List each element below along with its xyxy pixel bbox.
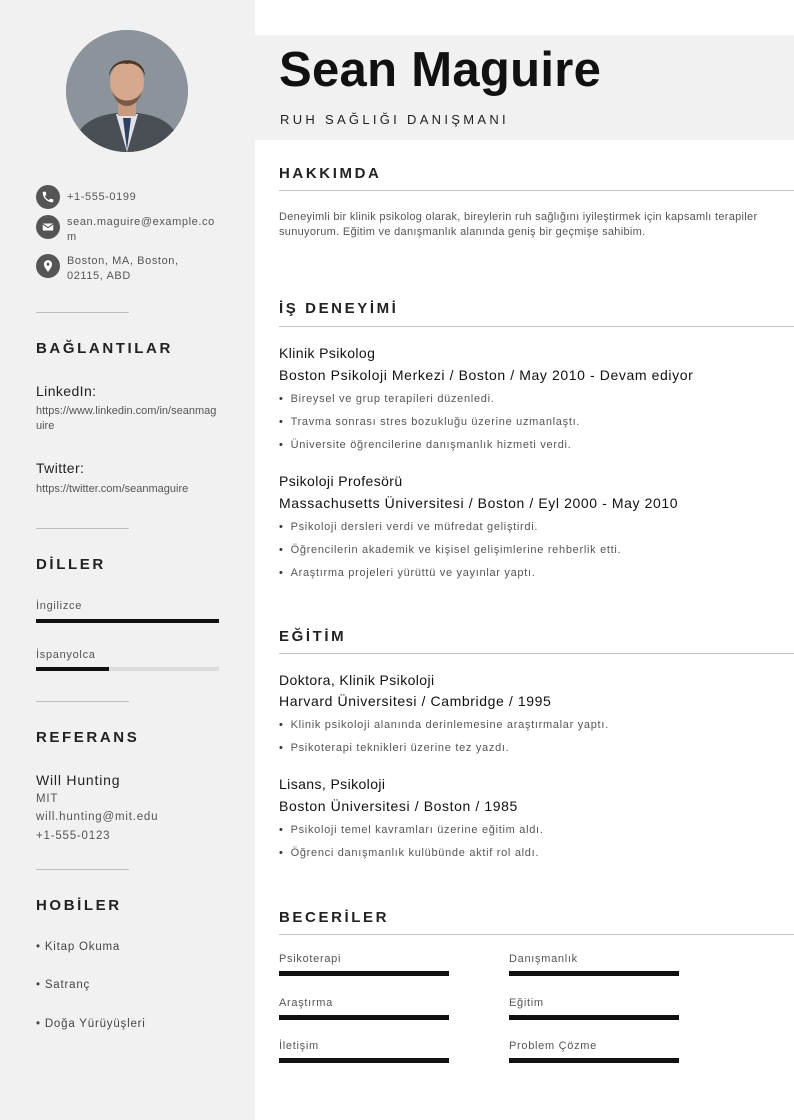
skill-level-fill	[279, 1058, 449, 1063]
sidebar-divider	[36, 312, 129, 313]
twitter-link[interactable]: https://twitter.com/seanmaguire	[36, 483, 189, 495]
links-heading: BAĞLANTILAR	[36, 340, 173, 357]
job-subtitle: Massachusetts Üniversitesi / Boston / Eyl 2000 - May 2010	[279, 495, 679, 511]
location-pin-icon	[36, 254, 60, 278]
profile-role: RUH SAĞLIĞI DANIŞMANI	[280, 112, 509, 127]
skill-level-bar	[279, 1058, 449, 1063]
avatar	[66, 30, 188, 152]
job-bullet: • Psikoloji dersleri verdi ve müfredat geliştirdi.	[279, 521, 538, 533]
job-subtitle: Boston Psikoloji Merkezi / Boston / May 2010 - Devam ediyor	[279, 367, 694, 383]
contact-phone	[36, 185, 217, 209]
phone-icon	[36, 185, 60, 209]
language-name: İspanyolca	[36, 649, 96, 661]
section-rule	[279, 653, 794, 654]
reference-name: Will Hunting	[36, 772, 121, 788]
hobby-label: Satranç	[44, 979, 91, 991]
education-bullet: • Psikoterapi teknikleri üzerine tez yazdı.	[279, 742, 509, 754]
twitter-label: Twitter:	[36, 460, 85, 476]
job-bullet: • Öğrencilerin akademik ve kişisel gelişimlerine rehberlik etti.	[279, 544, 621, 556]
envelope-icon	[36, 215, 60, 239]
skill-level-fill	[279, 1015, 449, 1020]
hobbies-heading: HOBİLER	[36, 897, 122, 914]
school-line: Boston Üniversitesi / Boston / 1985	[279, 798, 518, 814]
section-rule	[279, 934, 794, 935]
degree-title: Doktora, Klinik Psikoloji	[279, 672, 435, 688]
job-bullet: • Bireysel ve grup terapileri düzenledi.	[279, 393, 494, 405]
about-text: Deneyimli bir klinik psikolog olarak, bireylerin ruh sağlığını iyileştirmek için kapsamlı terapiler sunuyorum. Eğitim ve danışmanlık alanında geniş bir geçmişe sahibim.	[279, 211, 758, 238]
language-level-fill	[36, 619, 219, 623]
reference-email[interactable]: will.hunting@mit.edu	[36, 811, 159, 823]
reference-org: MIT	[36, 793, 59, 805]
skill-name: İletişim	[279, 1040, 319, 1052]
education-bullet: • Klinik psikoloji alanında derinlemesine araştırmalar yaptı.	[279, 719, 609, 731]
phone-text: +1-555-0199	[67, 191, 137, 203]
language-level-fill	[36, 667, 109, 671]
about-heading: HAKKIMDA	[279, 165, 382, 182]
hobby-label: Kitap Okuma	[44, 941, 121, 953]
hobby-item: • Satranç	[36, 979, 91, 991]
reference-phone: +1-555-0123	[36, 830, 111, 842]
skill-name: Araştırma	[279, 997, 333, 1009]
skill-level-bar	[509, 1015, 679, 1020]
section-rule	[279, 326, 794, 327]
skill-level-bar	[509, 1058, 679, 1063]
experience-heading: İŞ DENEYİMİ	[279, 300, 399, 317]
skill-level-fill	[509, 1058, 679, 1063]
language-name: İngilizce	[36, 600, 83, 612]
sidebar-divider	[36, 528, 129, 529]
skill-name: Danışmanlık	[509, 953, 578, 965]
skill-level-fill	[279, 971, 449, 976]
skills-heading: BECERİLER	[279, 909, 390, 926]
sidebar-divider	[36, 701, 129, 702]
job-title: Klinik Psikolog	[279, 345, 376, 361]
reference-heading: REFERANS	[36, 729, 140, 746]
language-level-bar	[36, 619, 219, 623]
language-level-bar	[36, 667, 219, 671]
degree-title: Lisans, Psikoloji	[279, 776, 386, 792]
contact-address	[36, 254, 197, 284]
hobby-label: Doğa Yürüyüşleri	[44, 1018, 146, 1030]
skill-name: Psikoterapi	[279, 953, 342, 965]
school-line: Harvard Üniversitesi / Cambridge / 1995	[279, 693, 552, 709]
section-rule	[279, 190, 794, 191]
job-bullet: • Araştırma projeleri yürüttü ve yayınlar yaptı.	[279, 567, 536, 579]
skill-name: Eğitim	[509, 997, 544, 1009]
skill-level-bar	[279, 971, 449, 976]
skill-level-bar	[279, 1015, 449, 1020]
education-heading: EĞİTİM	[279, 628, 347, 645]
sidebar	[0, 0, 255, 1120]
profile-name: Sean Maguire	[279, 43, 602, 97]
job-bullet: • Üniversite öğrencilerine danışmanlık hizmeti verdi.	[279, 439, 571, 451]
address-text: Boston, MA, Boston, 02115, ABD	[67, 255, 179, 282]
sidebar-divider	[36, 869, 129, 870]
hobby-item: • Doğa Yürüyüşleri	[36, 1018, 146, 1030]
linkedin-link[interactable]: https://www.linkedin.com/in/seanmaguire	[36, 405, 217, 432]
languages-heading: DİLLER	[36, 556, 106, 573]
skill-level-fill	[509, 971, 679, 976]
hobby-item: • Kitap Okuma	[36, 941, 121, 953]
job-bullet: • Travma sonrası stres bozukluğu üzerine uzmanlaştı.	[279, 416, 580, 428]
skill-level-fill	[509, 1015, 679, 1020]
skill-name: Problem Çözme	[509, 1040, 597, 1052]
contact-email	[36, 215, 217, 245]
profile-photo	[66, 30, 188, 152]
skill-level-bar	[509, 971, 679, 976]
linkedin-label: LinkedIn:	[36, 383, 97, 399]
job-title: Psikoloji Profesörü	[279, 473, 403, 489]
email-text[interactable]: sean.maguire@example.com	[67, 216, 215, 243]
education-bullet: • Psikoloji temel kavramları üzerine eğitim aldı.	[279, 824, 544, 836]
education-bullet: • Öğrenci danışmanlık kulübünde aktif rol aldı.	[279, 847, 539, 859]
